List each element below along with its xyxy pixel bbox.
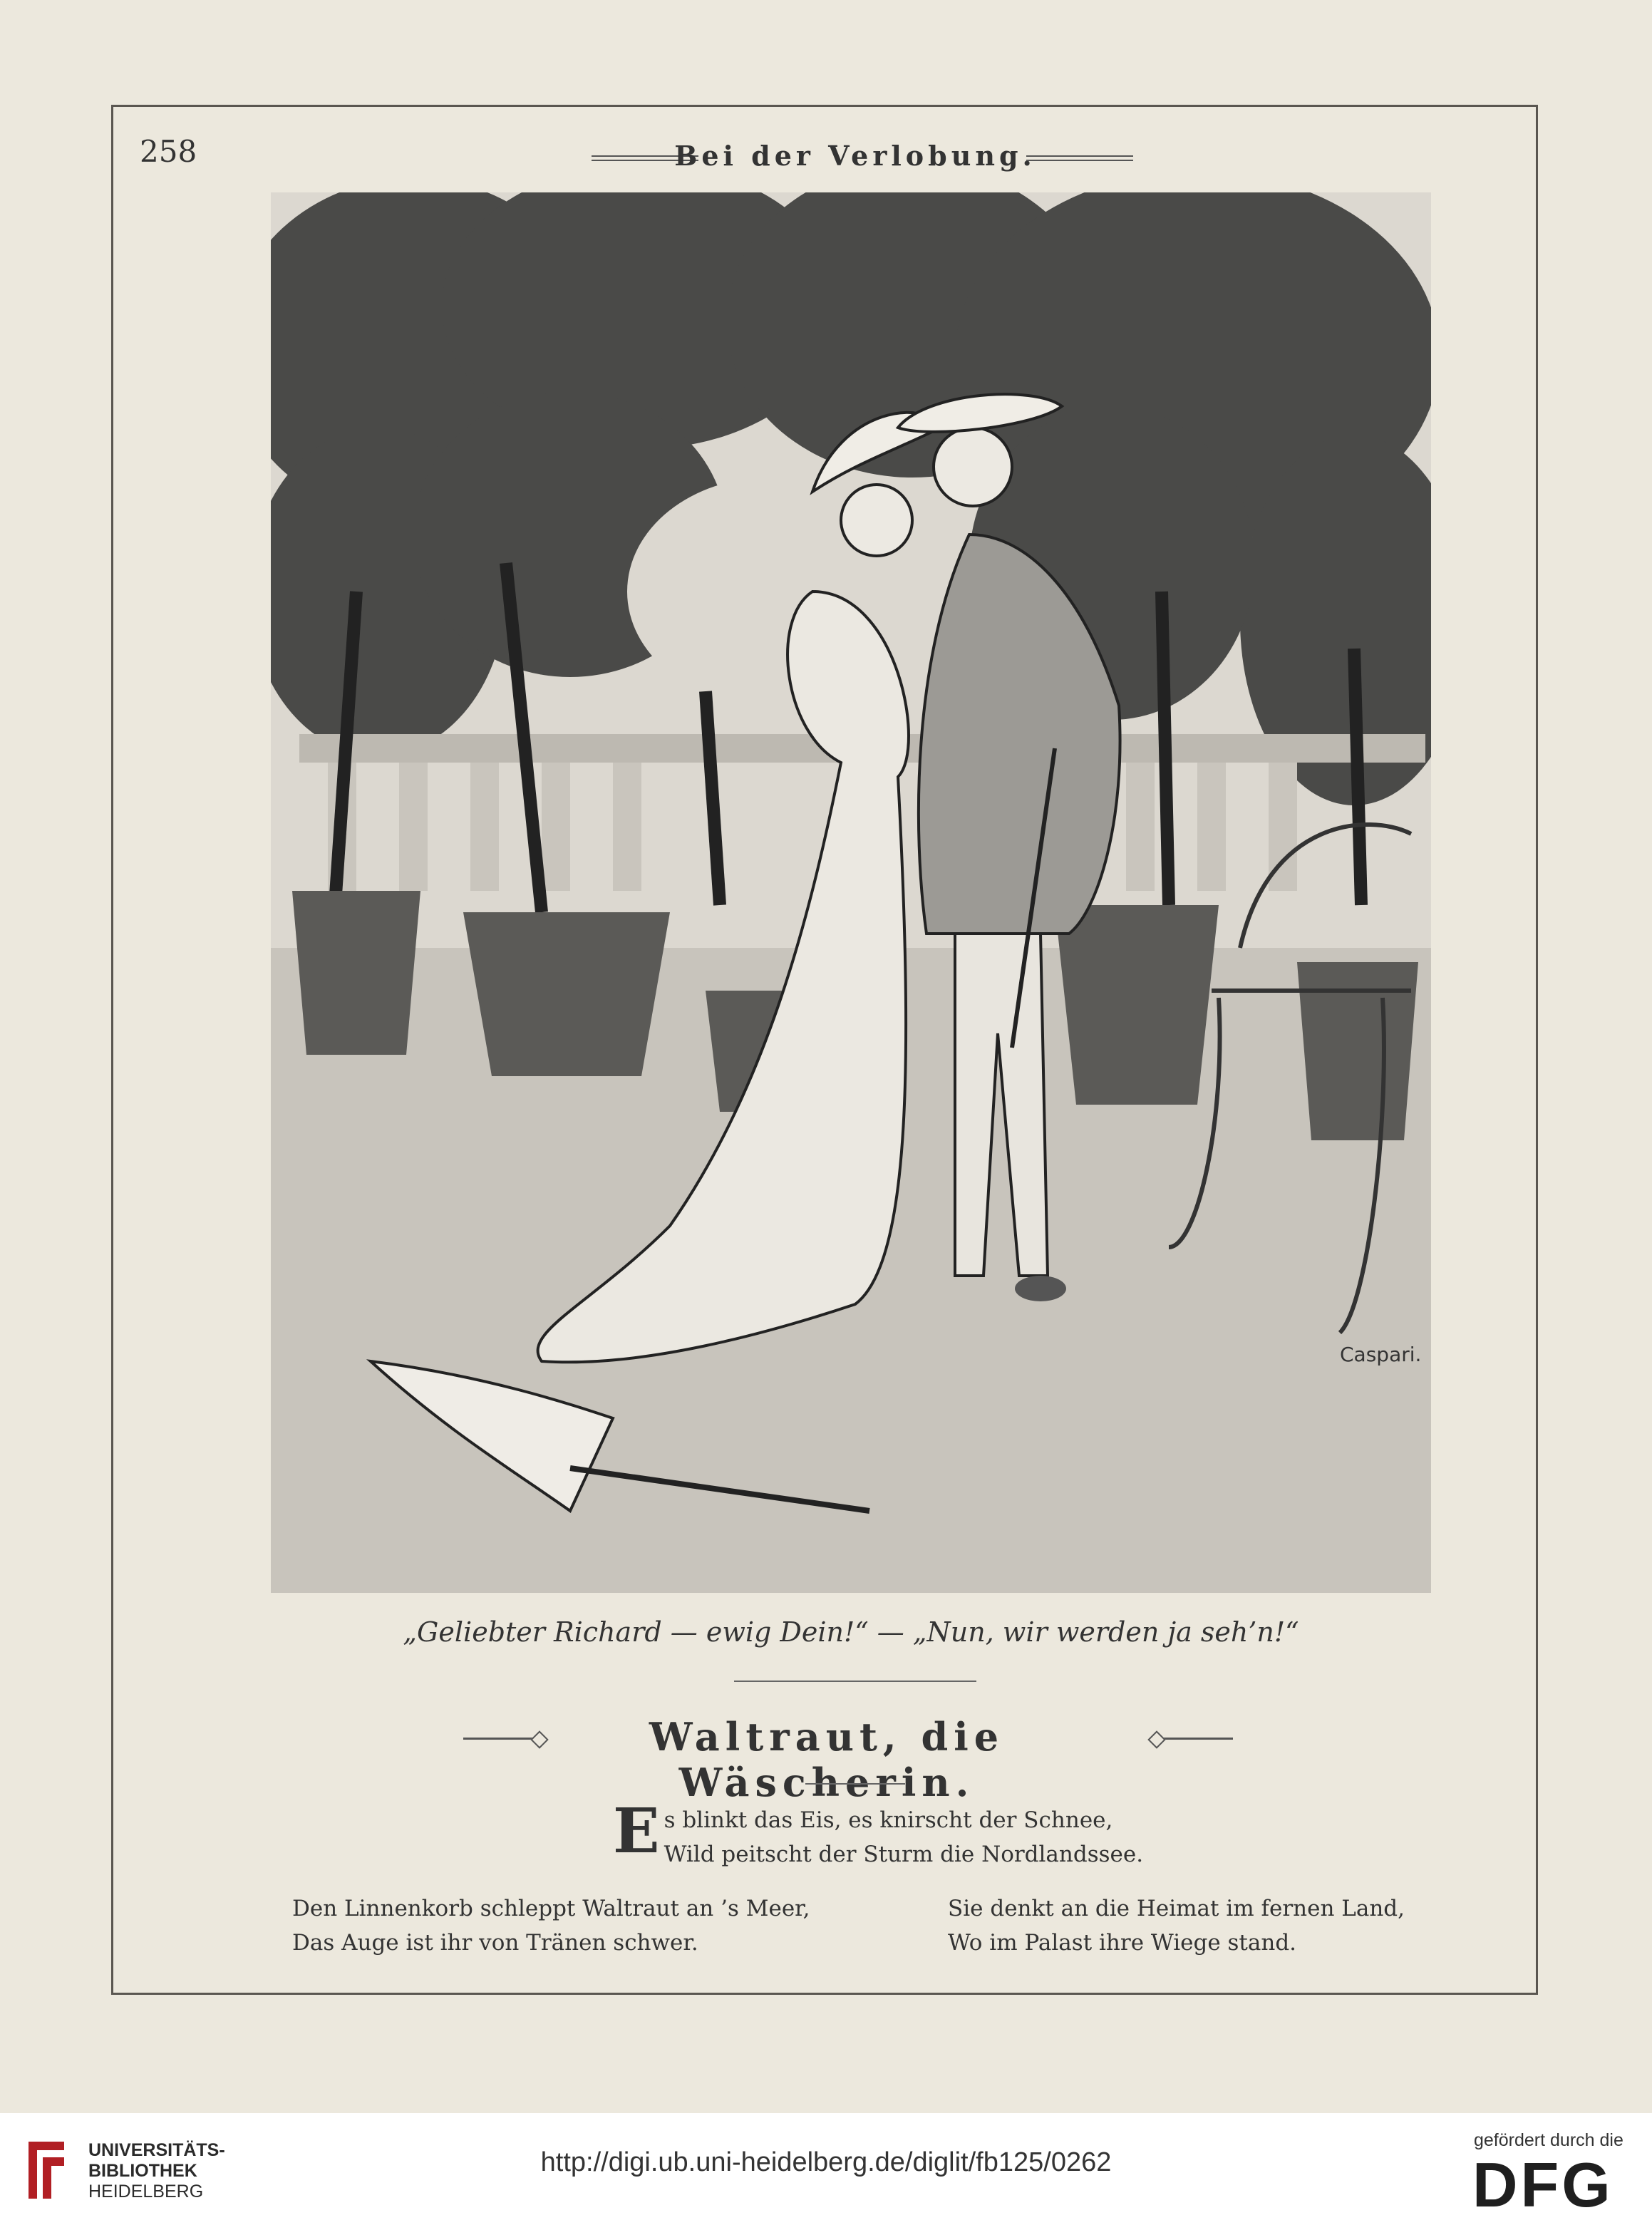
poem-title: Waltraut, die Wäscherin. xyxy=(649,1714,1005,1805)
library-name: UNIVERSITÄTS- BIBLIOTHEK HEIDELBERG xyxy=(88,2140,225,2201)
illustration-caption: „Geliebter Richard — ewig Dein!“ — „Nun, wir werden ja seh’n!“ xyxy=(403,1616,1299,1648)
funded-by-label: gefördert durch die xyxy=(1474,2130,1623,2150)
header-ornament-right xyxy=(1026,155,1133,161)
poem-left-column xyxy=(292,1891,810,1960)
woman-head xyxy=(841,485,912,556)
drop-cap: E xyxy=(613,1795,660,1867)
poem-right-column xyxy=(948,1891,1405,1960)
artist-signature: Caspari. xyxy=(1340,1343,1422,1366)
poem-line: Den Linnenkorb schleppt Waltraut an ’s Meer, xyxy=(292,1896,810,1921)
title-ornament-left xyxy=(463,1738,542,1740)
illustration xyxy=(271,192,1431,1593)
permalink-url[interactable]: http://digi.ub.uni-heidelberg.de/diglit/fb125/0262 xyxy=(540,2147,1112,2177)
poem-line: Sie denkt an die Heimat im fernen Land, xyxy=(948,1896,1405,1921)
poem-line: Wild peitscht der Sturm die Nordlandssee. xyxy=(664,1842,1144,1867)
page-number: 258 xyxy=(140,134,197,169)
poem-line: s blinkt das Eis, es knirscht der Schnee, xyxy=(664,1807,1113,1833)
digitization-footer xyxy=(0,2113,1652,2230)
poem-line: Wo im Palast ihre Wiege stand. xyxy=(948,1930,1297,1956)
poem-line: Das Auge ist ihr von Tränen schwer. xyxy=(292,1930,698,1956)
section-divider xyxy=(734,1681,976,1682)
running-header: Bei der Verlobung. xyxy=(674,140,1036,172)
title-ornament-right xyxy=(1155,1738,1233,1740)
poem-stanza-intro xyxy=(613,1795,1144,1872)
man-head xyxy=(934,428,1012,506)
dfg-logo: DFG xyxy=(1472,2149,1614,2220)
engagement-illustration xyxy=(271,192,1431,1593)
title-underline xyxy=(805,1783,905,1785)
man-shoe xyxy=(1015,1276,1066,1301)
